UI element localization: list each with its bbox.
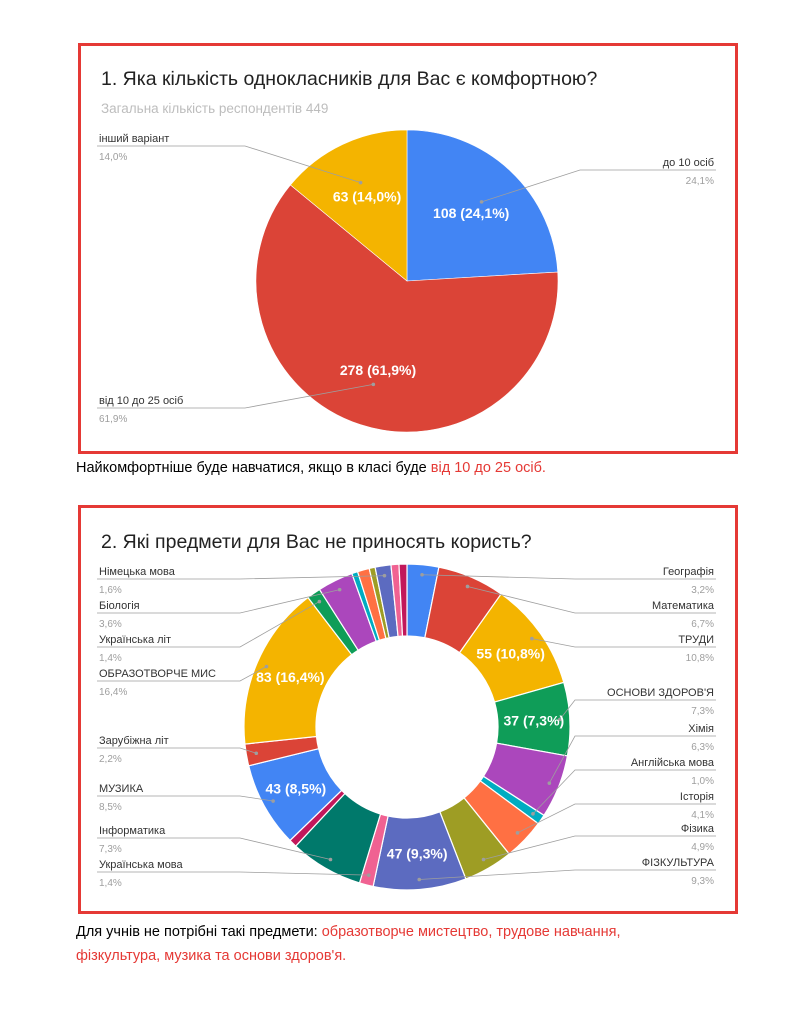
slice-legend-percent: 6,3% xyxy=(691,742,714,753)
slice-legend-label: Математика xyxy=(652,600,714,612)
slice-value-label: 43 (8,5%) xyxy=(265,780,327,797)
chart1-subtitle: Загальна кількість респондентів 449 xyxy=(101,101,329,116)
slice-legend-label: Фізика xyxy=(680,823,714,835)
slice-legend-percent: 4,1% xyxy=(691,810,714,821)
slice-legend-percent: 7,3% xyxy=(691,706,714,717)
leader-line xyxy=(97,872,369,875)
slice-legend-label: Інформатика xyxy=(99,825,166,837)
chart1-caption-highlight: від 10 до 25 осіб. xyxy=(430,460,546,476)
slice-legend-percent: 3,2% xyxy=(691,585,714,596)
slice-legend-label: Зарубіжна літ xyxy=(99,735,169,747)
slice-legend-percent: 1,6% xyxy=(99,585,122,596)
chart1-title: 1. Яка кількість однокласників для Вас є комфортною? xyxy=(101,68,598,90)
slice-legend-percent: 10,8% xyxy=(685,653,714,664)
slice-legend-label: Українська літ xyxy=(99,634,172,646)
slice-legend-label: Українська мова xyxy=(99,859,183,871)
leader-line xyxy=(97,748,256,753)
slice-legend-percent: 16,4% xyxy=(99,687,128,698)
slice-legend-label: Біологія xyxy=(99,600,140,612)
slice-legend-percent: 9,3% xyxy=(691,876,714,887)
slice-legend-label: від 10 до 25 осіб xyxy=(99,395,184,407)
slice-legend-percent: 1,4% xyxy=(99,653,122,664)
slice-legend-percent: 24,1% xyxy=(685,176,714,187)
chart2-caption xyxy=(76,920,621,968)
slice-legend-label: ОСНОВИ ЗДОРОВ'Я xyxy=(607,687,714,699)
slice-value-label: 37 (7,3%) xyxy=(503,712,565,729)
slice-legend-percent: 3,6% xyxy=(99,619,122,630)
chart2-title: 2. Які предмети для Вас не приносять користь? xyxy=(101,531,532,553)
slice-legend-label: Географія xyxy=(662,566,714,578)
slice-legend-label: ТРУДИ xyxy=(678,634,714,646)
slice-legend-percent: 1,0% xyxy=(691,776,714,787)
slice-legend-label: Німецька мова xyxy=(99,566,175,578)
slice-value-label: 108 (24,1%) xyxy=(433,204,510,221)
chart2-caption-highlight-1: образотворче мистецтво, трудове навчання, xyxy=(321,924,621,940)
slice-legend-percent: 8,5% xyxy=(99,802,122,813)
slice-legend-label: Хімія xyxy=(688,723,714,735)
slice-legend-label: до 10 осіб xyxy=(662,157,714,169)
slice-legend-label: Англійська мова xyxy=(630,757,714,769)
leader-line xyxy=(97,796,273,801)
chart2-caption-text: Для учнів не потрібні такі предмети: xyxy=(76,924,322,940)
slice-legend-percent: 4,9% xyxy=(691,842,714,853)
slice-legend-label: інший варіант xyxy=(99,133,170,145)
slice-legend-label: ФІЗКУЛЬТУРА xyxy=(641,857,714,869)
slice-legend-label: ОБРАЗОТВОРЧЕ МИС xyxy=(99,668,216,680)
slice-value-label: 47 (9,3%) xyxy=(386,845,448,862)
chart1-caption-text: Найкомфортніше буде навчатися, якщо в класі буде xyxy=(76,460,431,476)
slice-legend-percent: 14,0% xyxy=(99,152,128,163)
chart2-caption-highlight-2: фізкультура, музика та основи здоров'я. xyxy=(76,948,347,964)
slice-legend-percent: 61,9% xyxy=(99,414,128,425)
slice-legend-percent: 6,7% xyxy=(691,619,714,630)
slice-value-label: 83 (16,4%) xyxy=(256,668,325,685)
slice-legend-percent: 7,3% xyxy=(99,844,122,855)
slice-legend-percent: 1,4% xyxy=(99,878,122,889)
slice-value-label: 278 (61,9%) xyxy=(339,362,417,379)
slice-value-label: 63 (14,0%) xyxy=(332,188,402,205)
slice-legend-label: МУЗИКА xyxy=(99,783,144,795)
slice-legend-label: Історія xyxy=(679,791,714,803)
slice-value-label: 55 (10,8%) xyxy=(476,645,545,662)
slice-legend-percent: 2,2% xyxy=(99,754,122,765)
